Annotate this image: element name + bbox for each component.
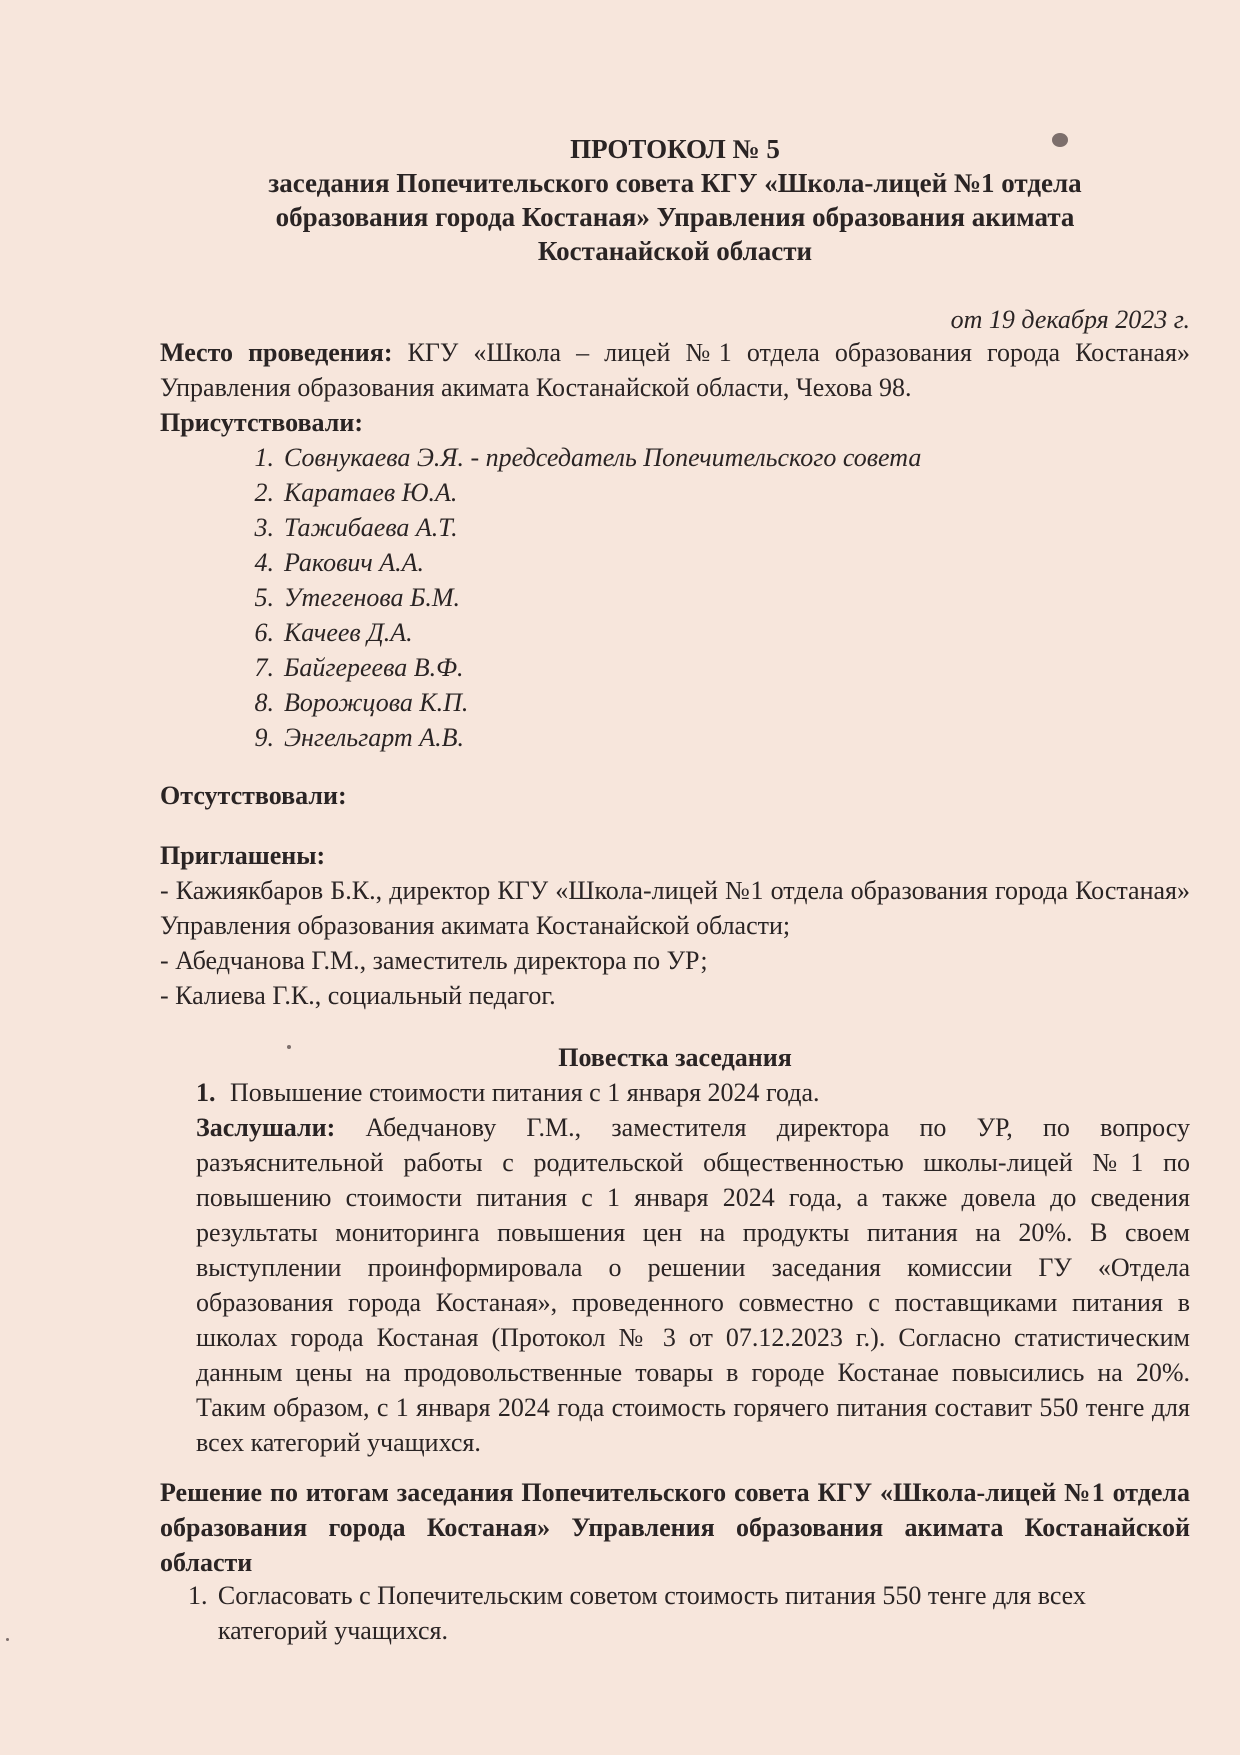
absent-label: Отсутствовали: xyxy=(160,781,347,810)
agenda-item-number: 1. xyxy=(196,1078,216,1107)
decision-heading: Решение по итогам заседания Попечительского совета КГУ «Школа-лицей №1 отдела образования города Костаная» Управления образования акимата Костанайской области xyxy=(160,1478,1190,1577)
heard-paragraph xyxy=(196,1110,1190,1460)
heard-label: Заслушали: xyxy=(196,1113,336,1142)
agenda-heading: Повестка заседания xyxy=(558,1043,792,1072)
scan-speck xyxy=(6,1638,9,1641)
scan-speck xyxy=(1052,133,1068,147)
list-item: 1. Согласовать с Попечительским советом стоимость питания 550 тенге для всех категорий учащихся. xyxy=(188,1581,1086,1645)
protocol-title: ПРОТОКОЛ № 5 xyxy=(570,134,780,164)
list-item: 5. Утегенова Б.М. xyxy=(254,583,460,612)
list-item: 1. Совнукаева Э.Я. - председатель Попечительского совета xyxy=(254,443,922,472)
list-item: 2. Каратаев Ю.А. xyxy=(254,478,458,507)
protocol-subtitle-line-2: образования города Костаная» Управления образования акимата xyxy=(275,202,1075,232)
protocol-subtitle-line-1: заседания Попечительского совета КГУ «Школа-лицей №1 отдела xyxy=(268,168,1082,198)
decision-list xyxy=(188,1578,1188,1648)
agenda-item xyxy=(196,1075,1186,1110)
protocol-date: от 19 декабря 2023 г. xyxy=(950,305,1190,334)
list-item: 9. Энгельгарт А.В. xyxy=(254,723,464,752)
list-item: 8. Ворожцова К.П. xyxy=(254,688,469,717)
list-item: 3. Тажибаева А.Т. xyxy=(254,513,458,542)
invited-label: Приглашены: xyxy=(160,841,326,870)
heard-text: Абедчанову Г.М., заместителя директора по УР, по вопросу разъяснительной работы с родительской общественностью школы-лицей №1 по повышению стоимости питания с 1 января 2024 года, а также довела до сведения результаты мониторинга повышения цен на продукты питания на 20%. В своем выступлении проинформировала о решении заседания комиссии ГУ «Отдела образования города Костаная», проведенного совместно с поставщиками питания в школах города Костаная (Протокол № 3 от 07.12.2023 г.). Согласно статистическим данным цены на продовольственные товары в городе Костанае повысились на 20%. Таким образом, с 1 января 2024 года стоимость горячего питания составит 550 тенге для всех категорий учащихся. xyxy=(196,1113,1190,1457)
protocol-subtitle-line-3: Костанайской области xyxy=(537,236,813,266)
invited-item-3: - Калиева Г.К., социальный педагог. xyxy=(160,981,556,1010)
venue-text: КГУ «Школа – лицей №1 отдела образования города Костаная» Управления образования акимата Костанайской области, Чехова 98. xyxy=(160,338,1190,402)
present-label: Присутствовали: xyxy=(160,408,363,437)
present-list xyxy=(238,440,1138,755)
list-item: 7. Байгереева В.Ф. xyxy=(254,653,464,682)
invited-item-2: - Абедчанова Г.М., заместитель директора по УР; xyxy=(160,946,708,975)
agenda-item-text: Повышение стоимости питания с 1 января 2024 года. xyxy=(230,1078,820,1107)
venue-paragraph xyxy=(160,335,1190,405)
list-item: 4. Ракович А.А. xyxy=(254,548,425,577)
invited-item-1: - Кажиякбаров Б.К., директор КГУ «Школа-лицей №1 отдела образования города Костаная» Управления образования акимата Костанайской области; xyxy=(160,876,1190,940)
venue-label: Место проведения: xyxy=(160,338,393,367)
list-item: 6. Качеев Д.А. xyxy=(254,618,413,647)
scan-speck xyxy=(287,1045,291,1049)
